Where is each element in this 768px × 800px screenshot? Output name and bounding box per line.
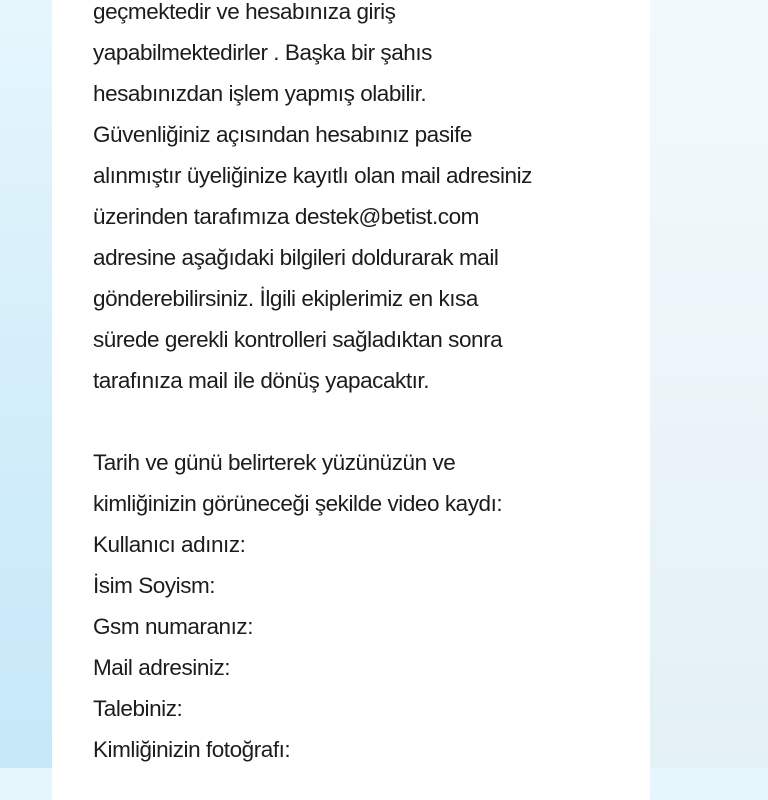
message-line: Güvenliğiniz açısından hesabınız pasife xyxy=(93,122,472,147)
message-line: gönderebilirsiniz. İlgili ekiplerimiz en kısa xyxy=(93,286,478,311)
message-line: adresine aşağıdaki bilgileri doldurarak mail xyxy=(93,245,499,270)
message-line: tarafınıza mail ile dönüş yapacaktır. xyxy=(93,368,430,393)
form-field-id-photo: Kimliğinizin fotoğrafı: xyxy=(93,737,291,762)
message-line: geçmektedir ve hesabınıza giriş xyxy=(93,0,396,24)
message-line-email: üzerinden tarafımıza destek@betist.com xyxy=(93,204,479,229)
message-line: hesabınızdan işlem yapmış olabilir. xyxy=(93,81,427,106)
paragraph-gap xyxy=(93,401,532,442)
form-field-name: İsim Soyism: xyxy=(93,573,216,598)
message-line: alınmıştır üyeliğinize kayıtlı olan mail adresiniz xyxy=(93,163,532,188)
message-line: sürede gerekli kontrolleri sağladıktan sonra xyxy=(93,327,503,352)
form-field-request: Talebiniz: xyxy=(93,696,183,721)
form-field-mail: Mail adresiniz: xyxy=(93,655,231,680)
background-right xyxy=(650,0,768,768)
form-field-video: kimliğinizin görüneceği şekilde video kaydı: xyxy=(93,491,503,516)
message-line: yapabilmektedirler . Başka bir şahıs xyxy=(93,40,432,65)
form-intro-line: Tarih ve günü belirterek yüzünüzün ve xyxy=(93,450,456,475)
form-field-gsm: Gsm numaranız: xyxy=(93,614,254,639)
message-text xyxy=(93,0,532,770)
form-field-username: Kullanıcı adınız: xyxy=(93,532,246,557)
